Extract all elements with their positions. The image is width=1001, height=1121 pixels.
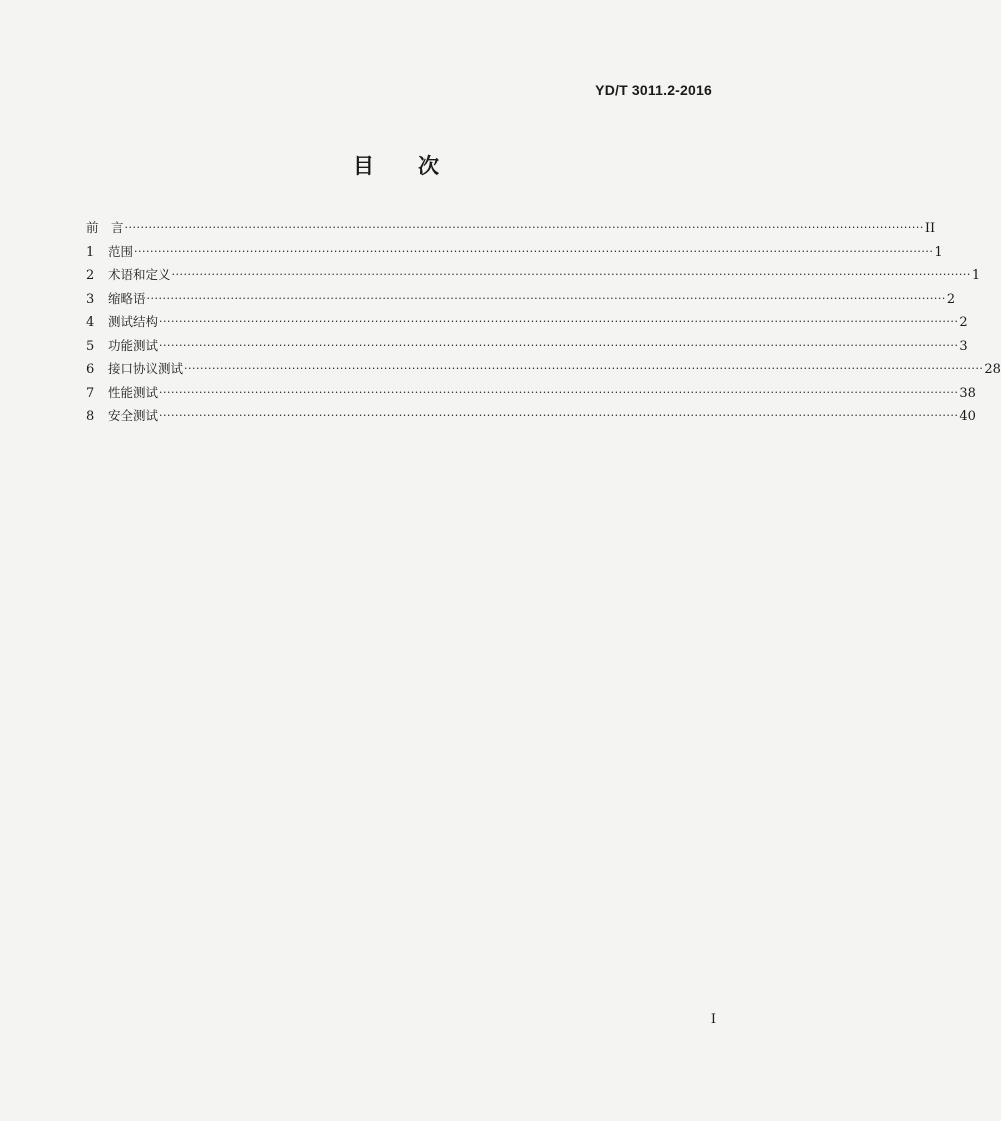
toc-leader-dots: ········································································································································································································: [146, 291, 946, 305]
toc-leader-dots: ········································································································································································································: [171, 268, 971, 281]
toc-entry-label: 缩略语: [108, 290, 146, 306]
toc-entry-label: 功能测试: [108, 337, 159, 353]
toc-entry-label: 性能测试: [108, 384, 159, 400]
page-number: I: [710, 1012, 716, 1027]
toc-entry-number: 3: [86, 291, 95, 307]
toc-entry-label: 术语和定义: [108, 267, 171, 282]
standard-code: YD/T 3011.2-2016: [595, 82, 712, 98]
toc-entry-page: 28: [984, 362, 1001, 377]
toc-entry-scope[interactable]: [86, 240, 943, 264]
toc-entry-number: 1: [86, 244, 95, 260]
toc-entry-number: 8: [86, 409, 95, 424]
toc-entry-number: 5: [86, 338, 95, 354]
toc-entry-function-test[interactable]: [86, 334, 968, 358]
toc-entry-number: 4: [86, 315, 95, 330]
toc-entry-page: 2: [959, 315, 968, 330]
toc-entry-page: 38: [959, 385, 976, 401]
toc-entry-page: 1: [934, 244, 943, 260]
toc-list: [86, 216, 1001, 428]
toc-leader-dots: ········································································································································································································: [134, 244, 934, 258]
toc-leader-dots: ········································································································································································································: [159, 338, 959, 352]
toc-entry-page: 40: [959, 409, 976, 424]
toc-entry-security-test[interactable]: [86, 404, 976, 428]
toc-entry-interface-protocol-test[interactable]: [86, 357, 1001, 381]
toc-entry-number: 7: [86, 385, 95, 401]
toc-entry-number: 6: [86, 362, 95, 377]
toc-entry-label: 安全测试: [108, 408, 159, 423]
toc-entry-abbreviations[interactable]: [86, 287, 956, 311]
toc-entry-label: 前 言: [86, 220, 124, 235]
toc-leader-dots: ········································································································································································································: [159, 385, 959, 399]
toc-entry-terms[interactable]: [86, 263, 981, 287]
toc-title-char-1: 目: [353, 154, 374, 178]
toc-entry-test-structure[interactable]: [86, 310, 968, 334]
toc-entry-label: 测试结构: [108, 314, 159, 329]
toc-entry-label: 范围: [108, 243, 134, 259]
toc-leader-dots: ········································································································································································································: [159, 409, 959, 422]
toc-entry-page: 1: [971, 268, 981, 283]
toc-leader-dots: ········································································································································································································: [124, 221, 924, 234]
toc-entry-page: II: [924, 221, 936, 236]
toc-leader-dots: ········································································································································································································: [184, 362, 984, 375]
toc-entry-number: 2: [86, 268, 95, 283]
toc-entry-label: 接口协议测试: [108, 361, 184, 376]
toc-entry-page: 2: [946, 291, 956, 307]
toc-entry-performance-test[interactable]: [86, 381, 976, 405]
toc-leader-dots: ········································································································································································································: [159, 315, 959, 328]
toc-entry-foreword[interactable]: [86, 216, 936, 240]
toc-title: [0, 150, 792, 180]
toc-title-char-2: 次: [418, 154, 439, 178]
toc-entry-page: 3: [959, 338, 968, 354]
